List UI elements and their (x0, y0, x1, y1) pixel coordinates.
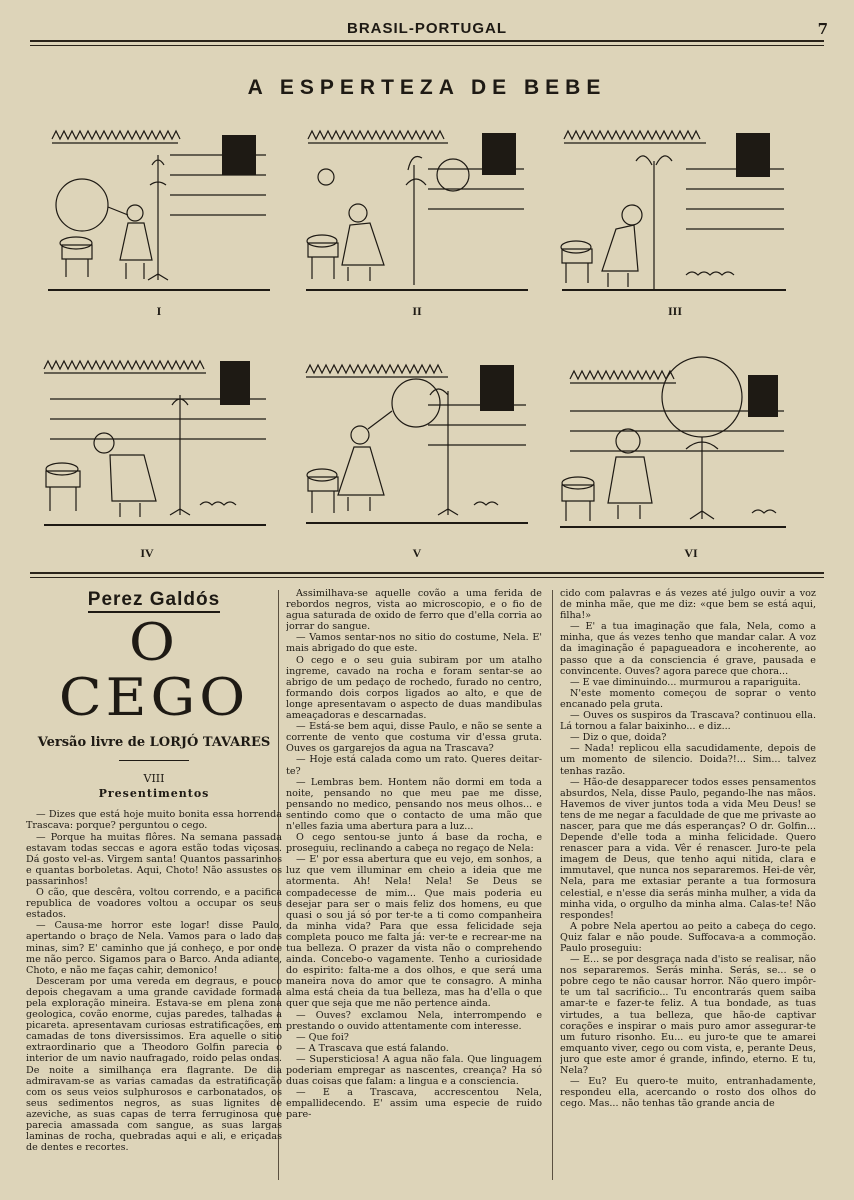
paragraph: O cego e o seu guia subiram por um atalho ingreme, cavado na rocha e foram sentar-se ao abrigo de um pedaço de rochedo, furado no centro, formando dois corpos ligados ao alto, e que de longe apresentavam o aspecto de duas mandibulas ameaçadoras e descarnadas. (286, 654, 542, 722)
paragraph: Assimilhava-se aquelle covão a uma ferida de rebordos negros, vista ao microscopio, e o fio de agua saturada de oxido de ferro que d'ella corria ao jorrar do sangue. (286, 588, 542, 633)
article-title: O CEGO (58, 613, 250, 729)
paragraph: — Eu? Eu quero-te muito, entranhadamente, respondeu ella, acercando o rosto dos olhos do cego. Mas... não tenhas tão grande ancia de (560, 1076, 816, 1110)
comic-panel-1 (40, 125, 278, 300)
paragraph: — Ouves? exclamou Nela, interrompendo e prestando o ouvido attentamente com interesse. (286, 1009, 542, 1032)
paragraph: cido com palavras e ás vezes até julgo ouvir a voz de minha mãe, que me diz: «que bem se está aqui, filha!» (560, 588, 816, 622)
running-title: BRASIL-PORTUGAL (347, 20, 507, 37)
paragraph: — E' a tua imaginação que fala, Nela, como a minha, que ás vezes tenho que mandar calar. A voz da imaginação é papagueadora e incoherente, ao passo que a da consciencia é grave, pausada e convincente. Ouves? agora parece que chora... (560, 621, 816, 677)
paragraph: — Diz o que, doida? (570, 732, 667, 744)
chapter-number: VIII (143, 772, 165, 786)
paragraph: O cão, que descêra, voltou correndo, e a pacifica republica de voadores voltou a occupar os seus estados. (26, 887, 282, 921)
header-rule (30, 40, 824, 42)
paragraph: — Hão-de desapparecer todos esses pensamentos absurdos, Nela, disse Paulo, pegando-lhe nas mãos. Havemos de viver juntos toda a vida Meu Deus! se tens de me negar a faculdade de que me privaste ao nascer, para que me dás esperanças? O dr. Golfin... Depende d'elle toda a minha felicidade. Quero renascer para a vida. Vêr é renascer. Juro-te pela imagem de Deus, que tenho aqui nitida, clara e immutavel, que nunca nos separaremos. Hei-de vêr, Nela, para me extasiar perante a tua formosura celestial, e n'esse dia serás minha mulher, a vida da minha vida, o orgulho da minha alma. Calas-te! Não respondes! (560, 776, 816, 921)
comic-rule (30, 572, 824, 574)
paragraph: — Supersticiosa! A agua não fala. Que linguagem poderiam empregar as nascentes, creança? Ha só duas coisas que falam: a lingua e a consciencia. (286, 1053, 542, 1088)
paragraph: — Porque ha muitas flôres. Na semana passada estavam todas seccas e agora estão todas viçosas. Dá gosto vel-as. Virgem santa! Quantos passarinhos e quantas borboletas. Aqui, Choto! Não assustes os passarinhos! (26, 831, 282, 887)
paragraph: — Vamos sentar-nos no sitio do costume, Nela. E' mais abrigado do que este. (286, 632, 542, 655)
panel-numeral-6: VI (684, 546, 698, 560)
paragraph: — Lembras bem. Hontem não dormi em toda a noite, pensando no que meu pae me disse, pensando no medico, pensando nos meus olhos... e sentindo como que o contacto de uma mão que n'elles fazia uma abertura para a luz... (286, 776, 542, 832)
panel-numeral-5: V (412, 546, 422, 560)
comic-panel-4 (40, 355, 278, 530)
text-column-2 (286, 588, 542, 1188)
comic-panel-3 (556, 125, 794, 300)
comic-panel-6 (556, 345, 794, 520)
title-rule (119, 760, 189, 761)
text-column-3 (560, 588, 816, 1188)
panel-numeral-2: II (412, 304, 422, 318)
paragraph: — Dizes que está hoje muito bonita essa horrenda Trascava: porque? perguntou o cego. (26, 809, 282, 832)
comic-panel-2 (298, 125, 536, 300)
header-rule-thin (30, 45, 824, 46)
article-byline: Versão livre de LORJÓ TAVARES (37, 735, 271, 751)
page-header (30, 20, 828, 42)
paragraph: O cego sentou-se junto á base da rocha, e proseguiu, reclinando a cabeça no regaço de Nela: (286, 832, 542, 855)
paragraph: — Causa-me horror este logar! disse Paulo, apertando o braço de Nela. Vamos para o lado das minas, sim? E' caminho que já conheço, e por onde me não perco. Sigamos para o Barco. Anda adiante, Choto, e não me faças cahir, demonico! (26, 920, 282, 976)
paragraph: — E' por essa abertura que eu vejo, em sonhos, a luz que vem illuminar em cheio a ideia que me atormenta. Ah! Nela! Nela! Se Deus se compadecesse de mim... Que mais poderia eu desejar para ser o mais feliz dos homens, eu que quasi o sou já só por ter-te a ti como companheira da minha vida? Para que essa felicidade seja completa pouco me falta já: ver-te e recrear-me na tua belleza. O prazer da vista não o comprehendo ainda. Concebo-o vagamente. Tenho a curiosidade do espirito: falta-me a dos olhos, e que será uma maneira nova do amor que te consagro. A minha alma está cheia da tua belleza, mas ha d'ella o que quer que seja que me não pertence ainda. (286, 854, 542, 1010)
paragraph: — Que foi? (296, 1031, 349, 1043)
panel-numeral-4: IV (140, 546, 154, 560)
paragraph: — Nada! replicou ella sacudidamente, depois de um momento de silencio. Doida?!... Sim... talvez tenhas razão. (560, 743, 816, 777)
text-column-1 (26, 588, 282, 1188)
panel-numeral-1: I (156, 304, 162, 318)
comic-rule-thin (30, 577, 824, 578)
comic-panel-5 (298, 355, 536, 530)
paragraph: — E vae diminuindo... murmurou a rapariguita. (570, 676, 801, 688)
section-title: Presentimentos (98, 787, 210, 801)
article-author: Perez Galdós (26, 594, 282, 605)
panel-numeral-3: III (667, 304, 682, 318)
paragraph: — Ouves os suspiros da Trascava? continuou ella. Lá tornou a falar baixinho... e diz... (560, 710, 816, 733)
paragraph: N'este momento começou de soprar o vento encanado pela gruta. (560, 687, 816, 710)
paragraph: — A Trascava que está falando. (296, 1042, 449, 1054)
column-divider-2 (552, 590, 553, 1180)
paragraph: — Está-se bem aqui, disse Paulo, e não se sente a corrente de vento que costuma vir d'essa gruta. Ouves os gargarejos da agua na Trascava? (286, 721, 542, 755)
comic-title: A ESPERTEZA DE BEBE (247, 76, 607, 99)
page-number: 7 (817, 20, 828, 38)
paragraph: Desceram por uma vereda em degraus, e pouco depois chegavam a uma grande cavidade formada pela exploração mineira. Estava-se em plena zona geologica, covão enorme, cujas paredes, talhadas a picareta. apresentavam curiosas estratificações, em camadas de tons diversissimos. Era aquelle o sitio extraordinario que a Theodoro Golfin parecia o interior de um navio naufragado, roido pelas ondas. De noite a similhança era flagrante. De dia admiravam-se as varias camadas da estratificação com os seus veios sulphurosos e carbonatados, os seus sedimentos negros, as suas lignites de azeviche, as suas capas de terra ferruginosa que parecia amassada com sangue, as suas largas laminas de rocha, quebradas aqui e ali, e eriçadas de dentes e recortes. (26, 975, 282, 1154)
paragraph: — Hoje está calada como um rato. Queres deitar-te? (286, 754, 542, 777)
paragraph: — E... se por desgraça nada d'isto se realisar, não nos separaremos. Serás minha. Serás, se... se o pobre cego te não causar horror. Não quero impôr-te um tal sacrificio... Tu encontrarás quem saiba amar-te e fazer-te feliz. A tua bondade, as tuas virtudes, a tua belleza, que hão-de captivar corações e inspirar o mais puro amor assegurar-te um futuro risonho. Eu... eu juro-te que te amarei emquanto viver, cego ou com vista, e, perante Deus, juro que este amor é grande, infindo, eterno. E tu, Nela? (560, 954, 816, 1077)
paragraph: A pobre Nela apertou ao peito a cabeça do cego. Quiz falar e não poude. Suffocava-a a commoção. Paulo proseguiu: (560, 920, 816, 954)
paragraph: — E a Trascava, accrescentou Nela, empallidecendo. E' assim uma especie de ruido pare- (286, 1087, 542, 1121)
